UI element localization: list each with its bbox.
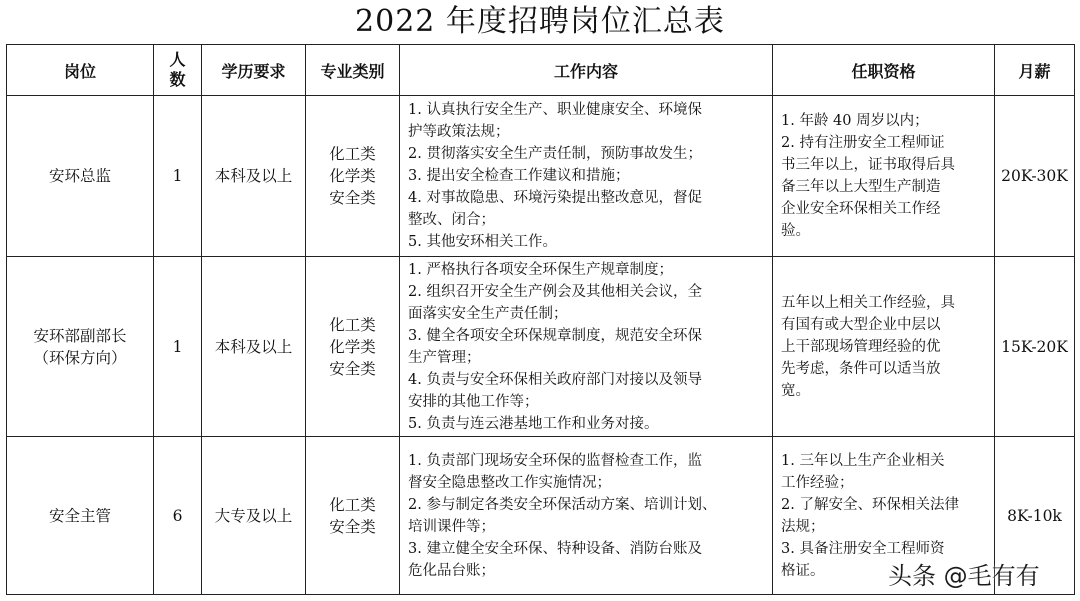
cell-education: 本科及以上	[202, 96, 306, 257]
cell-position: 安环总监	[7, 96, 154, 257]
cell-salary: 8K-10k	[995, 437, 1075, 595]
cell-major: 化工类 化学类 安全类	[306, 96, 400, 257]
header-count-line2: 数	[169, 70, 186, 89]
cell-salary: 20K-30K	[995, 96, 1075, 257]
header-count-line1: 人	[169, 50, 186, 69]
header-major: 专业类别	[306, 45, 400, 96]
cell-duties: 1. 负责部门现场安全环保的监督检查工作，监 督安全隐患整改工作实施情况； 2. 参与制定各类安全环保活动方案、培训计划、 培训课件等； 3. 建立健全安全环保、特种设备、消防台账及 危化品台账；	[400, 437, 773, 595]
cell-education: 本科及以上	[202, 257, 306, 437]
cell-major: 化工类 化学类 安全类	[306, 257, 400, 437]
page-title: 2022 年度招聘岗位汇总表	[355, 4, 725, 39]
cell-salary: 15K-20K	[995, 257, 1075, 437]
header-position: 岗位	[7, 45, 154, 96]
header-qualifications: 任职资格	[773, 45, 995, 96]
cell-count: 1	[154, 257, 202, 437]
cell-duties: 1. 严格执行各项安全环保生产规章制度； 2. 组织召开安全生产例会及其他相关会议，全 面落实安全生产责任制； 3. 健全各项安全环保规章制度，规范安全环保 生产管理； 4. 负责与安全环保相关政府部门对接以及领导 安排的其他工作等； 5. 负责与连云港基地工作和业务对接。	[400, 257, 773, 437]
cell-count: 6	[154, 437, 202, 595]
table-header-row	[7, 45, 1075, 96]
cell-count: 1	[154, 96, 202, 257]
cell-qualifications: 1. 三年以上生产企业相关 工作经验； 2. 了解安全、环保相关法律 法规； 3. 具备注册安全工程师资 格证。	[773, 437, 995, 595]
header-count	[154, 45, 202, 96]
cell-major: 化工类 安全类	[306, 437, 400, 595]
header-duties: 工作内容	[400, 45, 773, 96]
cell-position: 安全主管	[7, 437, 154, 595]
table-row	[7, 257, 1075, 437]
watermark-text: 头条 @毛有有	[888, 562, 1040, 590]
cell-education: 大专及以上	[202, 437, 306, 595]
header-salary: 月薪	[995, 45, 1075, 96]
cell-duties: 1. 认真执行安全生产、职业健康安全、环境保 护等政策法规； 2. 贯彻落实安全生产责任制，预防事故发生； 3. 提出安全检查工作建议和措施； 4. 对事故隐患、环境污染提出整改意见，督促 整改、闭合； 5. 其他安环相关工作。	[400, 96, 773, 257]
cell-qualifications: 1. 年龄 40 周岁以内； 2. 持有注册安全工程师证 书三年以上，证书取得后具 备三年以上大型生产制造 企业安全环保相关工作经 验。	[773, 96, 995, 257]
recruitment-table	[6, 44, 1075, 595]
table-row	[7, 96, 1075, 257]
cell-qualifications: 五年以上相关工作经验，具 有国有或大型企业中层以 上干部现场管理经验的优 先考虑，条件可以适当放 宽。	[773, 257, 995, 437]
header-education: 学历要求	[202, 45, 306, 96]
cell-position: 安环部副部长 （环保方向）	[7, 257, 154, 437]
